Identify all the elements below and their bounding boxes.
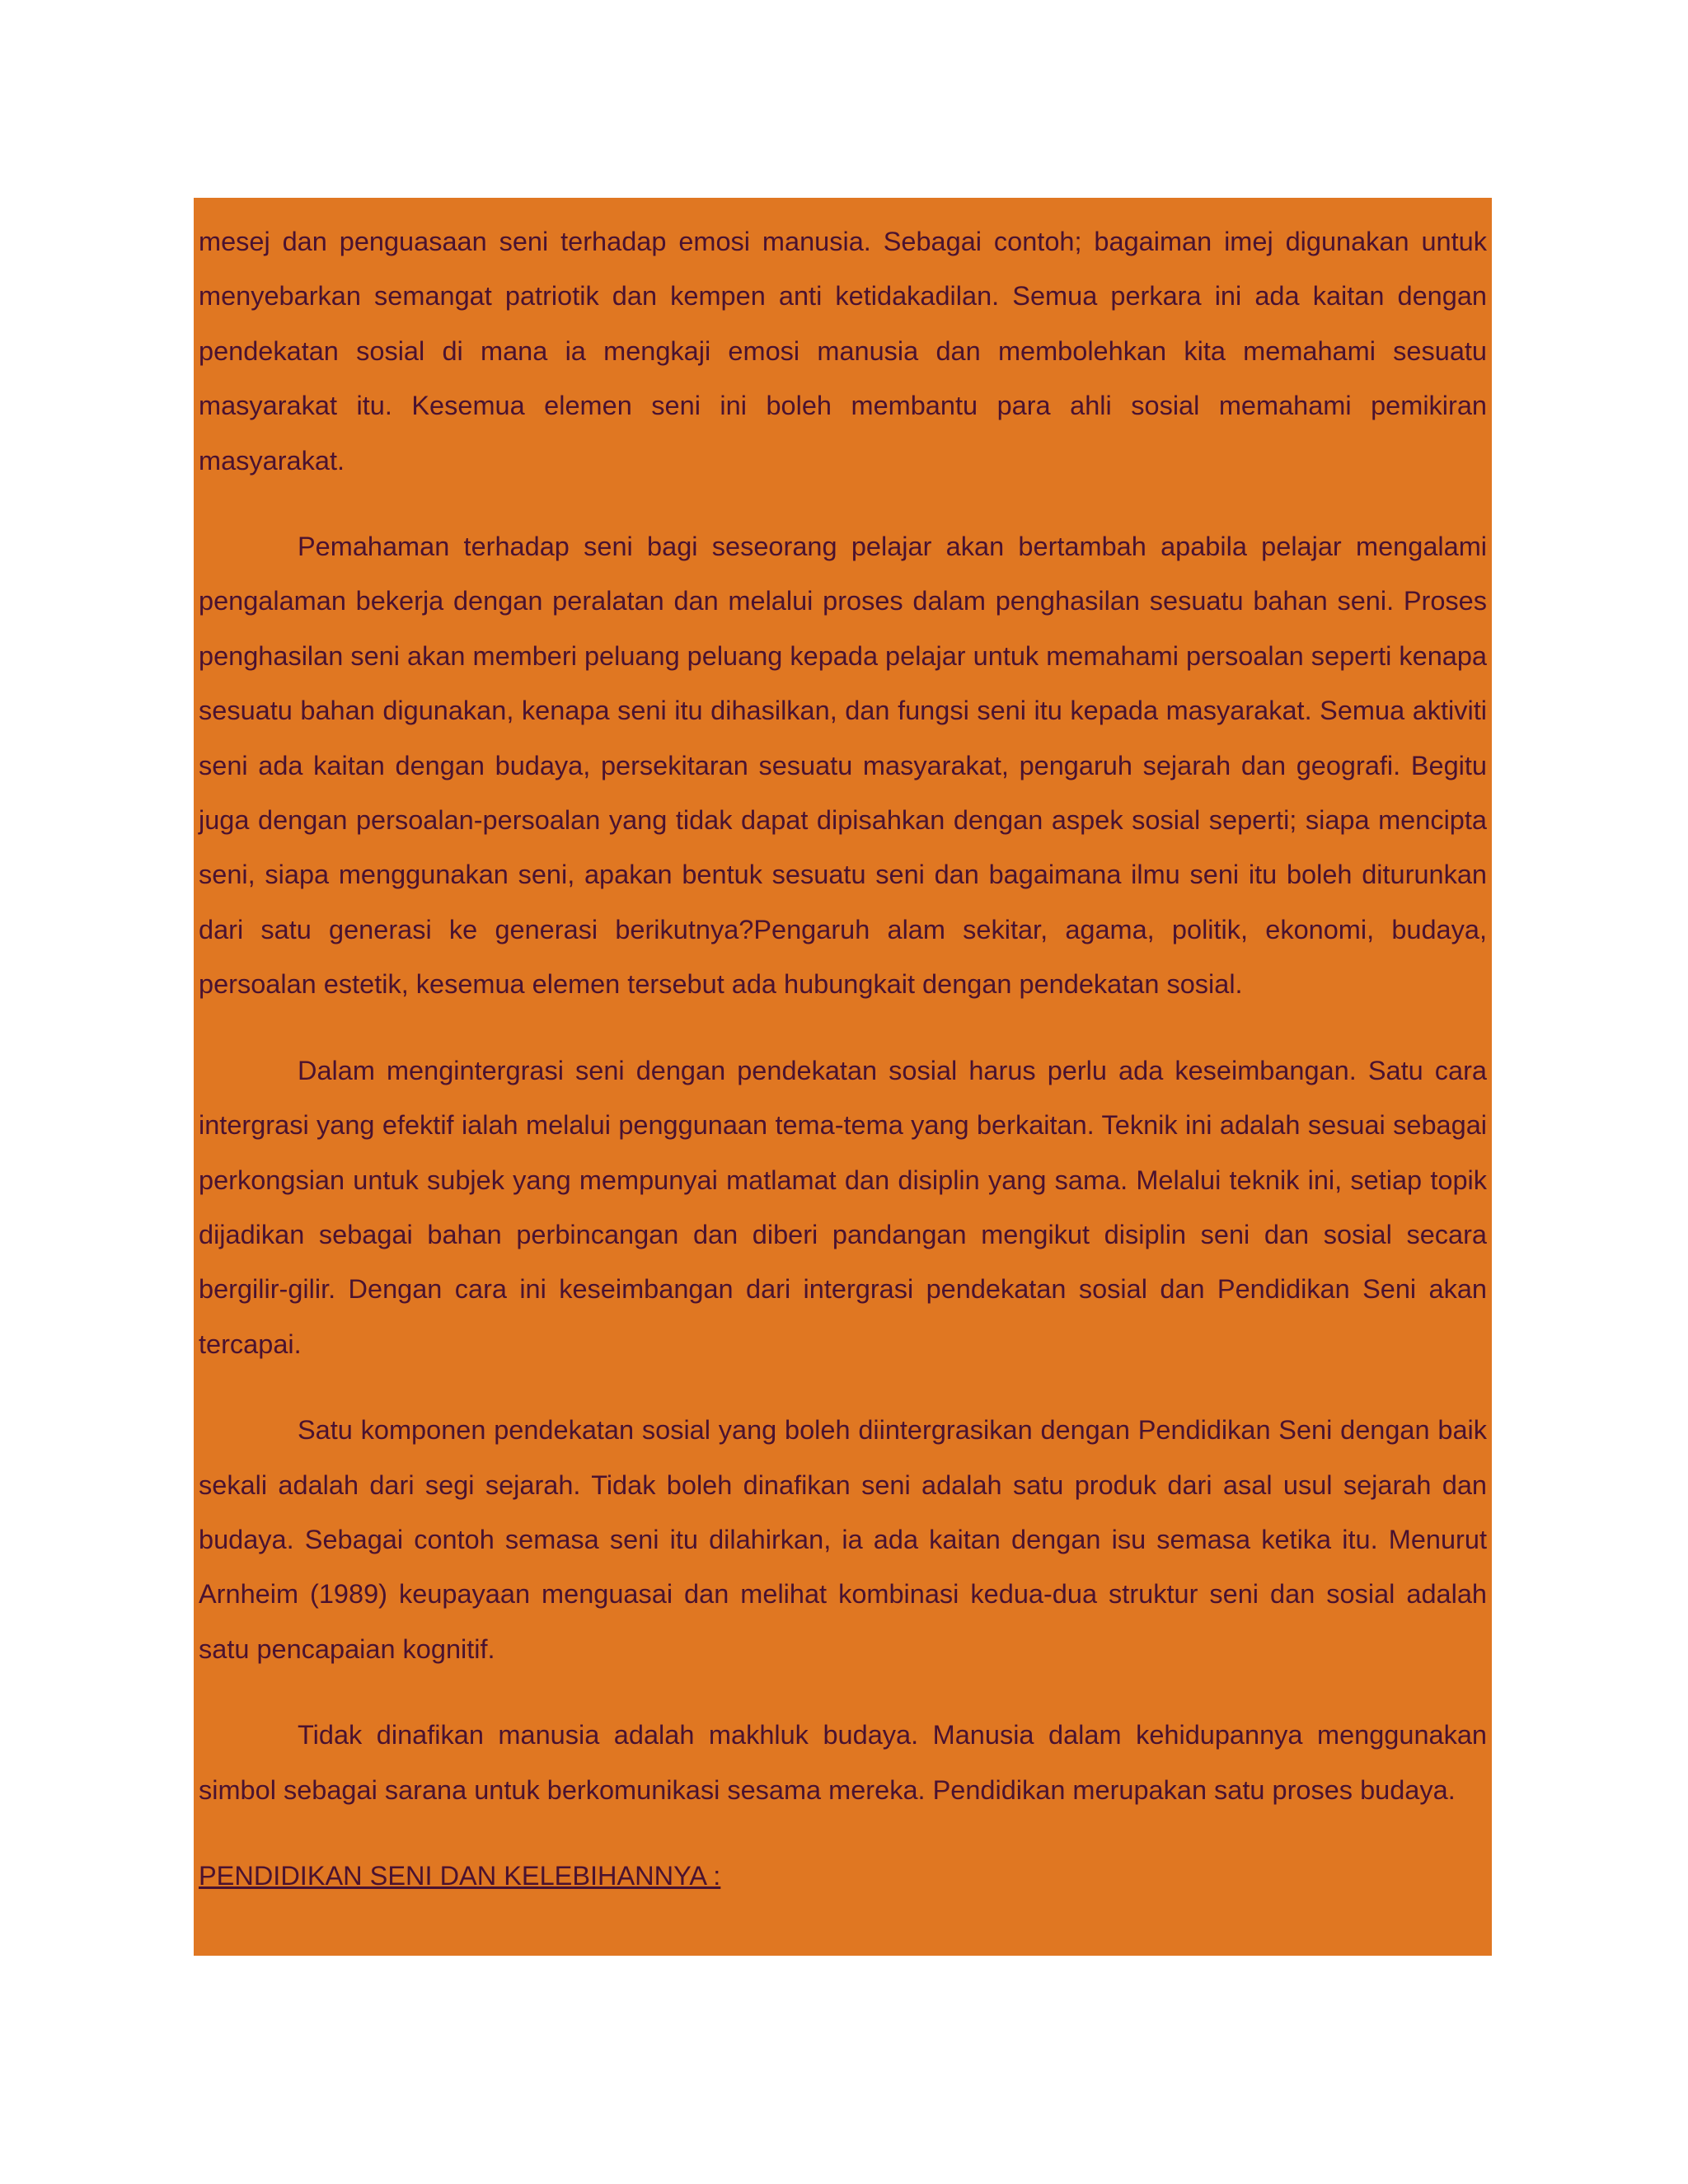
- highlighted-text-block: [194, 198, 1492, 1956]
- paragraph-1: mesej dan penguasaan seni terhadap emosi manusia. Sebagai contoh; bagaiman imej digunakan untuk menyebarkan semangat patriotik dan kempen anti ketidakadilan. Semua perkara ini ada kaitan dengan pendekatan sosial di mana ia mengkaji emosi manusia dan membolehkan kita memahami sesuatu masyarakat itu. Kesemua elemen seni ini boleh membantu para ahli sosial memahami pemikiran masyarakat.: [199, 227, 1487, 476]
- paragraph-5: Tidak dinafikan manusia adalah makhluk budaya. Manusia dalam kehidupannya menggunakan simbol sebagai sarana untuk berkomunikasi sesama mereka. Pendidikan merupakan satu proses budaya.: [199, 1720, 1487, 1805]
- section-heading: PENDIDIKAN SENI DAN KELEBIHANNYA :: [199, 1860, 721, 1891]
- paragraph-3: Dalam mengintergrasi seni dengan pendekatan sosial harus perlu ada keseimbangan. Satu cara intergrasi yang efektif ialah melalui penggunaan tema-tema yang berkaitan. Teknik ini adalah sesuai sebagai perkongsian untuk subjek yang mempunyai matlamat dan disiplin yang sama. Melalui teknik ini, setiap topik dijadikan sebagai bahan perbincangan dan diberi pandangan mengikut disiplin seni dan sosial secara bergilir-gilir. Dengan cara ini keseimbangan dari intergrasi pendekatan sosial dan Pendidikan Seni akan tercapai.: [199, 1055, 1487, 1359]
- paragraph-4: Satu komponen pendekatan sosial yang boleh diintergrasikan dengan Pendidikan Seni dengan baik sekali adalah dari segi sejarah. Tidak boleh dinafikan seni adalah satu produk dari asal usul sejarah dan budaya. Sebagai contoh semasa seni itu dilahirkan, ia ada kaitan dengan isu semasa ketika itu. Menurut Arnheim (1989) keupayaan menguasai dan melihat kombinasi kedua-dua struktur seni dan sosial adalah satu pencapaian kognitif.: [199, 1415, 1487, 1664]
- paragraph-2: Pemahaman terhadap seni bagi seseorang pelajar akan bertambah apabila pelajar mengalami pengalaman bekerja dengan peralatan dan melalui proses dalam penghasilan sesuatu bahan seni. Proses penghasilan seni akan memberi peluang peluang kepada pelajar untuk memahami persoalan seperti kenapa sesuatu bahan digunakan, kenapa seni itu dihasilkan, dan fungsi seni itu kepada masyarakat. Semua aktiviti seni ada kaitan dengan budaya, persekitaran sesuatu masyarakat, pengaruh sejarah dan geografi. Begitu juga dengan persoalan-persoalan yang tidak dapat dipisahkan dengan aspek sosial seperti; siapa mencipta seni, siapa menggunakan seni, apakan bentuk sesuatu seni dan bagaimana ilmu seni itu boleh diturunkan dari satu generasi ke generasi berikutnya?Pengaruh alam sekitar, agama, politik, ekonomi, budaya, persoalan estetik, kesemua elemen tersebut ada hubungkait dengan pendekatan sosial.: [199, 532, 1487, 1000]
